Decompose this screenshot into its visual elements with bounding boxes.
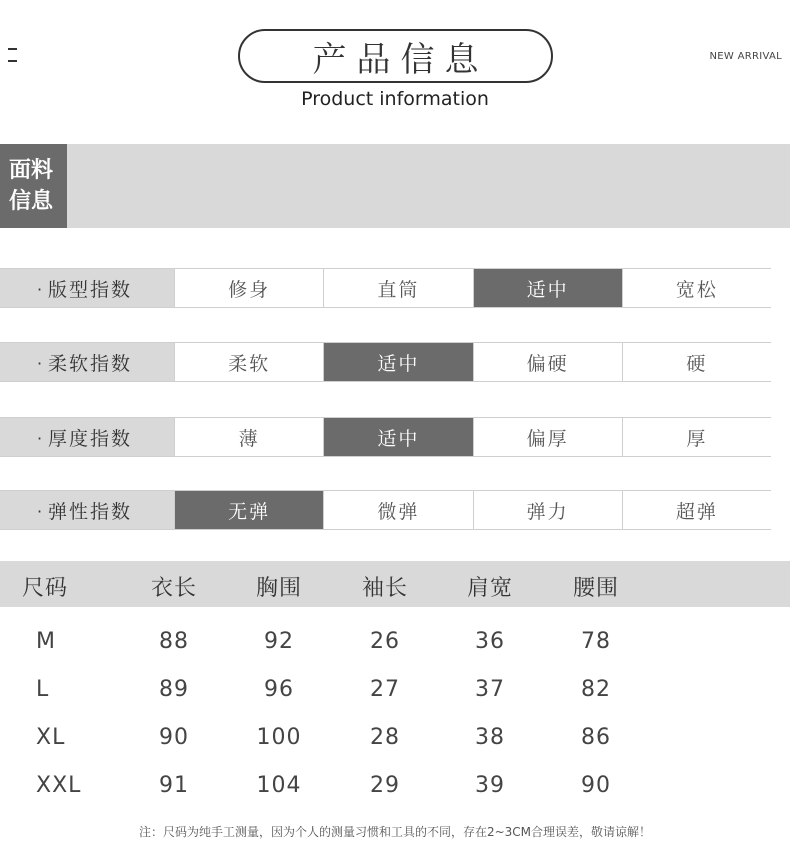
cell-size: M xyxy=(36,629,56,654)
elasticity-option-1: 无弹 xyxy=(174,491,323,529)
table-row xyxy=(0,629,790,669)
table-row xyxy=(0,773,790,813)
elasticity-index-label: · 弹性指数 xyxy=(0,491,174,529)
elasticity-option-4: 超弹 xyxy=(622,491,771,529)
menu-edge-icon xyxy=(8,48,17,62)
size-table-header xyxy=(0,561,790,607)
table-row xyxy=(0,677,790,717)
cell-chest: 96 xyxy=(264,677,294,702)
title-en: Product information xyxy=(301,88,489,110)
fit-index-label: · 版型指数 xyxy=(0,269,174,307)
thickness-option-1: 薄 xyxy=(174,418,323,456)
cell-waist: 86 xyxy=(581,725,611,750)
thickness-option-3: 偏厚 xyxy=(473,418,622,456)
cell-length: 89 xyxy=(159,677,189,702)
fabric-info-label xyxy=(0,144,67,228)
title-cn: 产品信息 xyxy=(312,39,489,80)
index-label-text: 版型指数 xyxy=(48,278,133,301)
cell-shoulder: 38 xyxy=(475,725,505,750)
fabric-label-line2: 信息 xyxy=(9,189,54,214)
cell-sleeve: 26 xyxy=(370,629,400,654)
softness-option-4: 硬 xyxy=(622,343,771,381)
cell-chest: 104 xyxy=(256,773,302,798)
softness-option-2: 适中 xyxy=(323,343,472,381)
cell-shoulder: 39 xyxy=(475,773,505,798)
measurement-note: 注：尺码为纯手工测量，因为个人的测量习惯和工具的不同，存在2~3CM合理误差，敬请谅解！ xyxy=(138,825,652,839)
elasticity-option-2: 微弹 xyxy=(323,491,472,529)
header-waist: 腰围 xyxy=(572,576,619,601)
cell-sleeve: 28 xyxy=(370,725,400,750)
header-shoulder: 肩宽 xyxy=(466,576,513,601)
header-length: 衣长 xyxy=(150,576,197,601)
cell-shoulder: 36 xyxy=(475,629,505,654)
new-arrival-tag: NEW ARRIVAL xyxy=(709,51,782,62)
softness-index-label: · 柔软指数 xyxy=(0,343,174,381)
cell-size: L xyxy=(36,677,50,702)
cell-waist: 90 xyxy=(581,773,611,798)
cell-size: XL xyxy=(36,725,66,750)
fit-index-row xyxy=(0,268,771,308)
fabric-info-band xyxy=(0,144,790,228)
cell-sleeve: 29 xyxy=(370,773,400,798)
elasticity-option-3: 弹力 xyxy=(473,491,622,529)
elasticity-index-row xyxy=(0,490,771,530)
cell-length: 91 xyxy=(159,773,189,798)
cell-length: 90 xyxy=(159,725,189,750)
index-label-text: 弹性指数 xyxy=(48,500,133,523)
cell-size: XXL xyxy=(36,773,82,798)
cell-chest: 100 xyxy=(256,725,302,750)
index-label-text: 厚度指数 xyxy=(48,427,133,450)
fabric-label-line1: 面料 xyxy=(9,158,54,183)
fit-option-2: 直筒 xyxy=(323,269,472,307)
fit-option-1: 修身 xyxy=(174,269,323,307)
cell-sleeve: 27 xyxy=(370,677,400,702)
index-label-text: 柔软指数 xyxy=(48,352,133,375)
thickness-option-4: 厚 xyxy=(622,418,771,456)
table-row xyxy=(0,725,790,765)
softness-option-3: 偏硬 xyxy=(473,343,622,381)
header-size: 尺码 xyxy=(22,576,69,601)
softness-index-row xyxy=(0,342,771,382)
header-sleeve: 袖长 xyxy=(361,576,408,601)
fit-option-3: 适中 xyxy=(473,269,622,307)
cell-shoulder: 37 xyxy=(475,677,505,702)
cell-waist: 78 xyxy=(581,629,611,654)
header-chest: 胸围 xyxy=(255,576,302,601)
thickness-option-2: 适中 xyxy=(323,418,472,456)
thickness-index-row xyxy=(0,417,771,457)
cell-chest: 92 xyxy=(264,629,294,654)
thickness-index-label: · 厚度指数 xyxy=(0,418,174,456)
fit-option-4: 宽松 xyxy=(622,269,771,307)
softness-option-1: 柔软 xyxy=(174,343,323,381)
cell-waist: 82 xyxy=(581,677,611,702)
section-title-pill xyxy=(238,29,553,83)
cell-length: 88 xyxy=(159,629,189,654)
